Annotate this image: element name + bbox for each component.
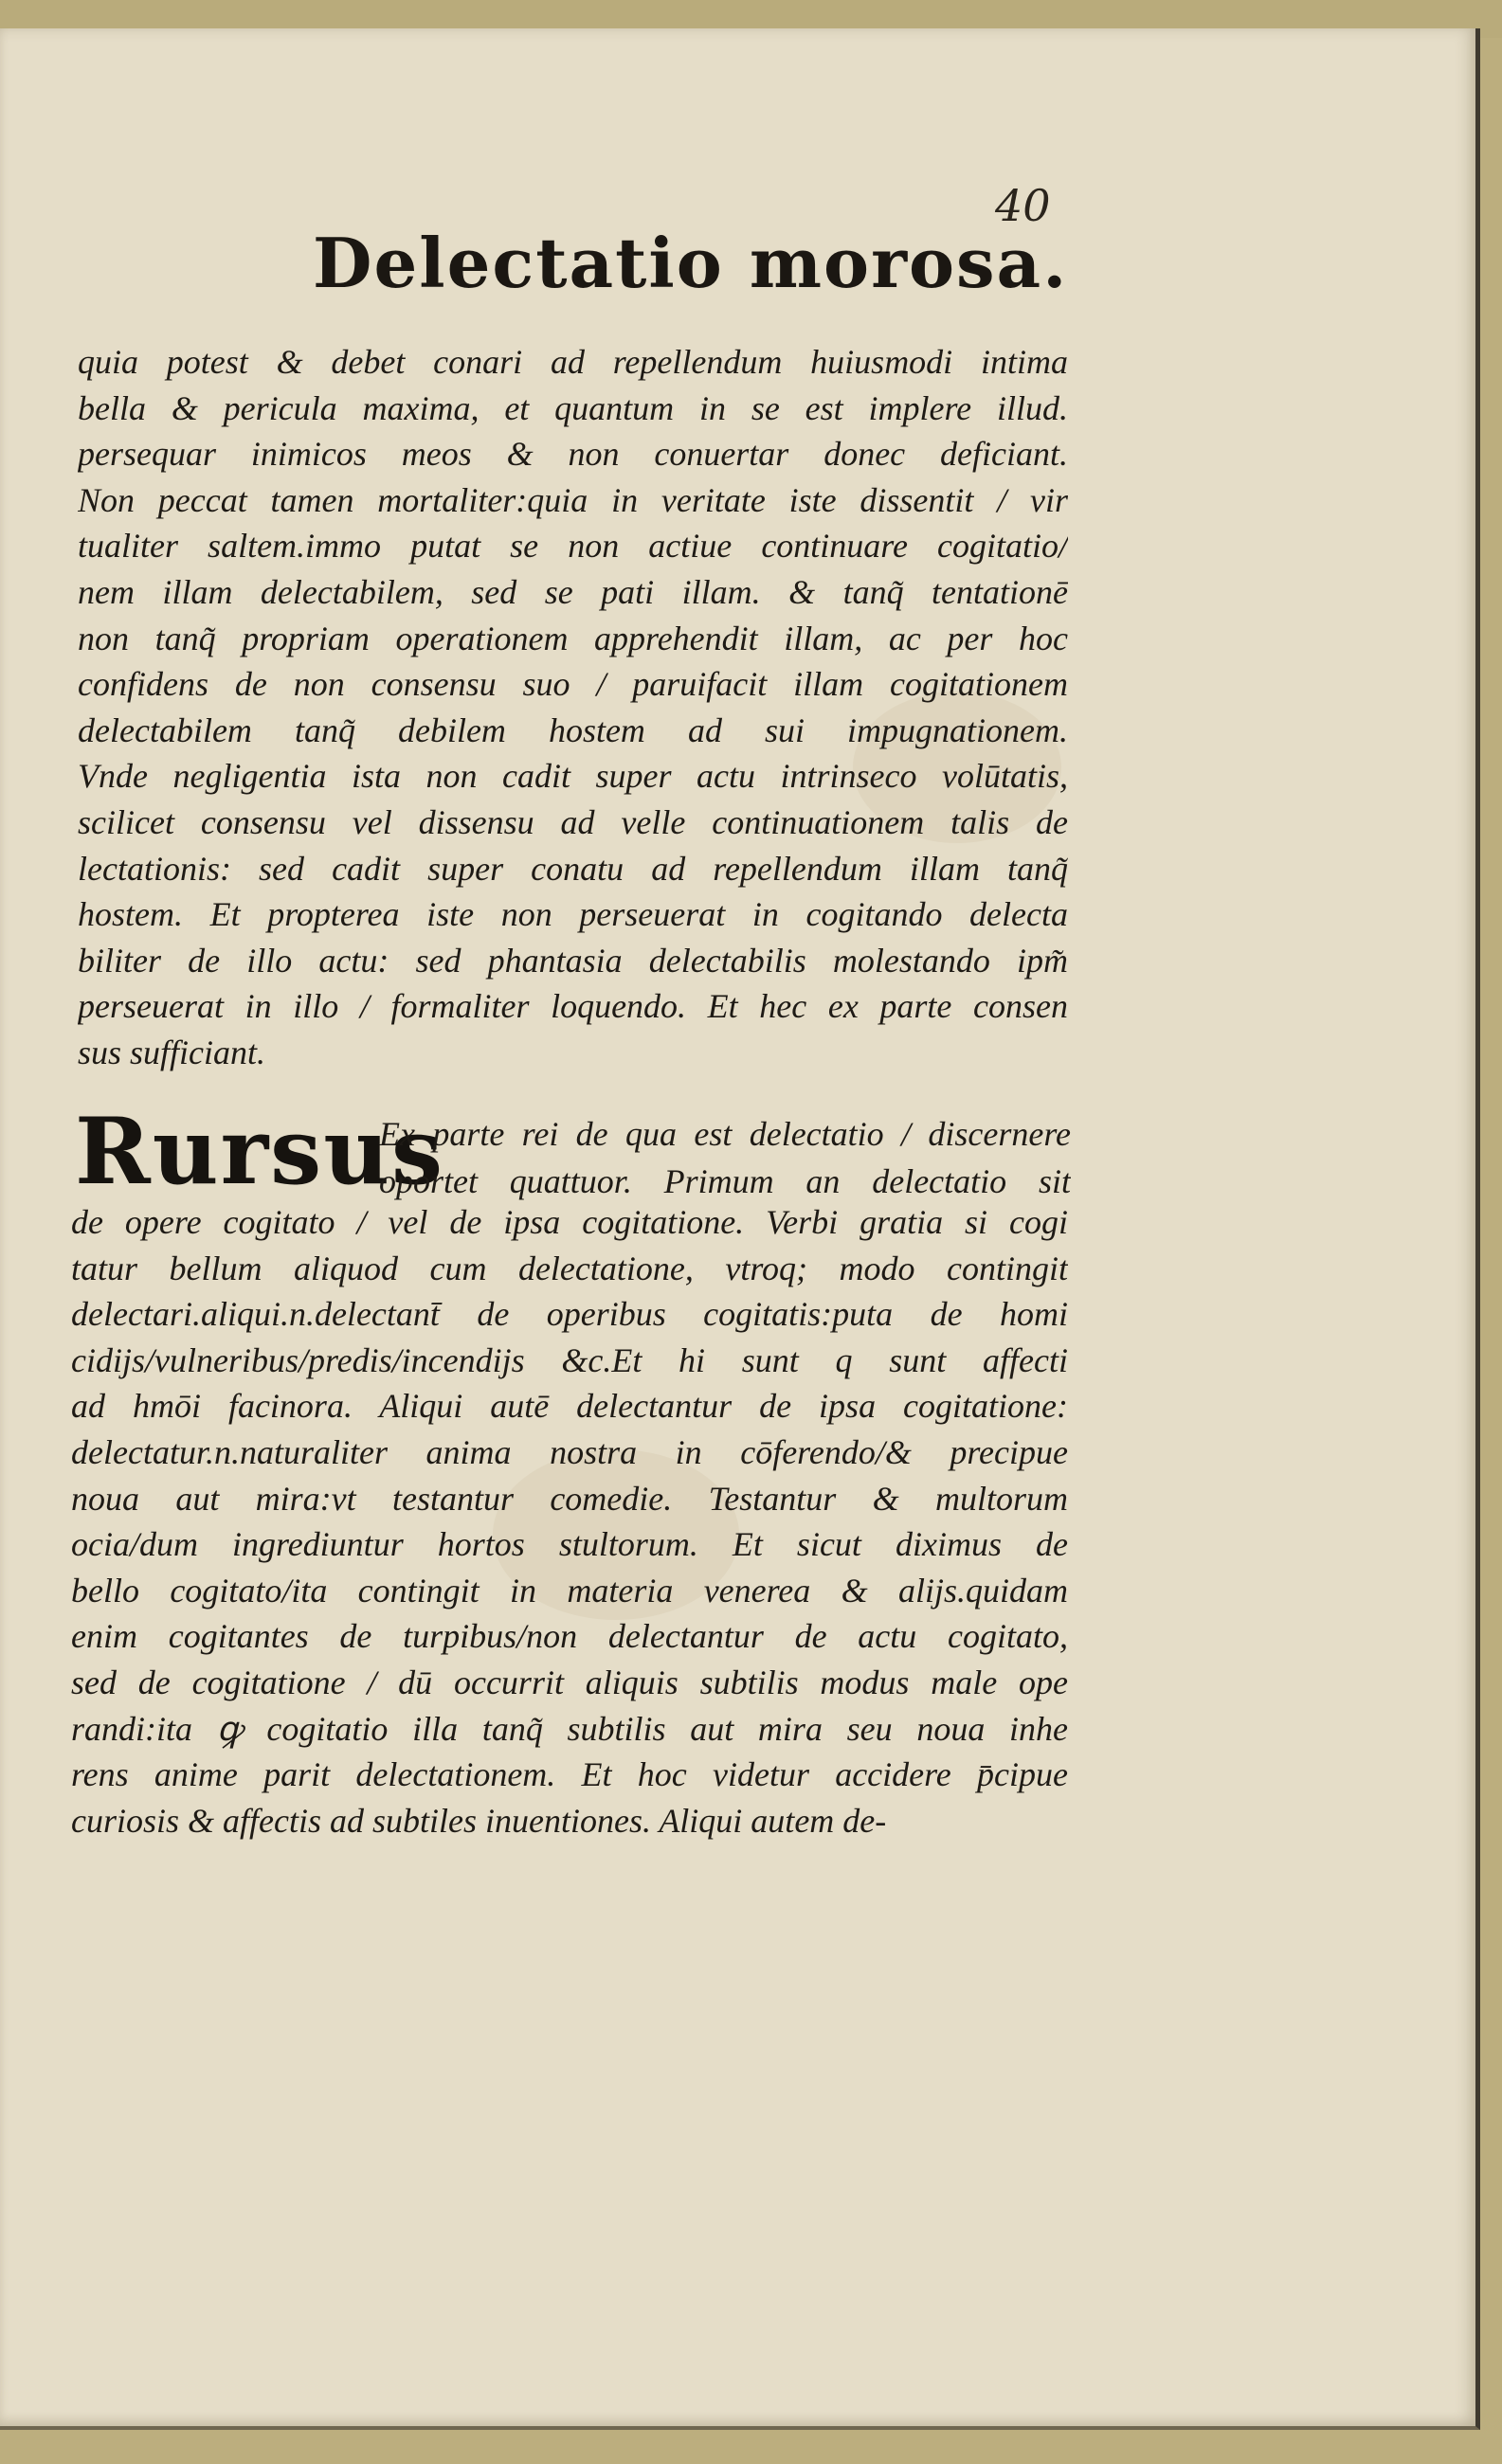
text-line: biliter de illo actu: sed phantasia delectabilis molestando ipm̃: [78, 941, 1068, 980]
text-line: tualiter saltem.immo putat se non actiue continuare cogitatio/: [78, 527, 1068, 566]
paragraph-rursus: [71, 1098, 1071, 1844]
text-line: rens anime parit delectationem. Et hoc videtur accidere p̄cipue: [71, 1755, 1068, 1794]
text-line: scilicet consensu vel dissensu ad velle continuationem talis de: [78, 802, 1068, 841]
text-line: nem illam delectabilem, sed se pati illam. & tanq̃ tentationē: [78, 572, 1068, 611]
text-line: randi:ita ꝙ cogitatio illa tanq̃ subtilis aut mira seu noua inhe: [71, 1709, 1068, 1748]
text-line: Ex parte rei de qua est delectatio / discernere: [379, 1115, 1071, 1153]
text-line: delectatur.n.naturaliter anima nostra in cōferendo/& precipue: [71, 1432, 1068, 1471]
text-line: ad hmōi facinora. Aliqui autē delectantur de ipsa cogitatione:: [71, 1387, 1068, 1426]
text-line: non tanq̃ propriam operationem apprehendit illam, ac per hoc: [78, 619, 1068, 657]
text-line: enim cogitantes de turpibus/non delectantur de actu cogitato,: [71, 1617, 1068, 1656]
folio-number: 40: [995, 180, 1051, 231]
page-title: Delectatio morosa.: [313, 223, 1069, 303]
text-line: lectationis: sed cadit super conatu ad repellendum illam tanq̃: [78, 849, 1068, 888]
text-line: Vnde negligentia ista non cadit super actu intrinseco volūtatis,: [78, 757, 1068, 796]
heading-side-lines: [379, 1110, 1071, 1205]
text-line: cidijs/vulneribus/predis/incendijs &c.Et hi sunt q sunt affecti: [71, 1340, 1068, 1379]
text-line: oportet quattuor. Primum an delectatio sit: [379, 1162, 1071, 1200]
rursus-heading: [71, 1098, 1071, 1205]
text-line: hostem. Et propterea iste non perseuerat in cogitando delecta: [78, 895, 1068, 934]
text-line: ocia/dum ingrediuntur hortos stultorum. Et sicut diximus de: [71, 1525, 1068, 1564]
text-line: quia potest & debet conari ad repellendum huiusmodi intima: [78, 343, 1068, 381]
text-line: perseuerat in illo / formaliter loquendo. Et hec ex parte consen: [78, 987, 1068, 1026]
text-line: delectari.aliqui.n.delectant̄ de operibus cogitatis:puta de homi: [71, 1295, 1068, 1334]
rursus-body-lines: [71, 1199, 1068, 1844]
text-line: noua aut mira:vt testantur comedie. Testantur & multorum: [71, 1479, 1068, 1518]
text-line: sus sufficiant.: [78, 1033, 266, 1071]
text-line: sed de cogitatione / dū occurrit aliquis subtilis modus male ope: [71, 1663, 1068, 1701]
text-line: de opere cogitato / vel de ipsa cogitatione. Verbi gratia si cogi: [71, 1203, 1068, 1241]
text-line: bella & pericula maxima, et quantum in se est implere illud.: [78, 388, 1068, 427]
decorated-initial: Rursus: [75, 1098, 445, 1205]
text-line: delectabilem tanq̃ debilem hostem ad sui impugnationem.: [78, 710, 1068, 749]
text-line: confidens de non consensu suo / paruifacit illam cogitationem: [78, 665, 1068, 704]
text-line: Non peccat tamen mortaliter:quia in veritate iste dissentit / vir: [78, 480, 1068, 519]
text-line: curiosis & affectis ad subtiles inuentiones. Aliqui autem de-: [71, 1801, 887, 1840]
text-line: persequar inimicos meos & non conuertar donec deficiant.: [78, 435, 1068, 474]
text-line: tatur bellum aliquod cum delectatione, vtroq; modo contingit: [71, 1249, 1068, 1287]
text-line: bello cogitato/ita contingit in materia venerea & alijs.quidam: [71, 1571, 1068, 1610]
paragraph-consent: [78, 339, 1068, 1076]
